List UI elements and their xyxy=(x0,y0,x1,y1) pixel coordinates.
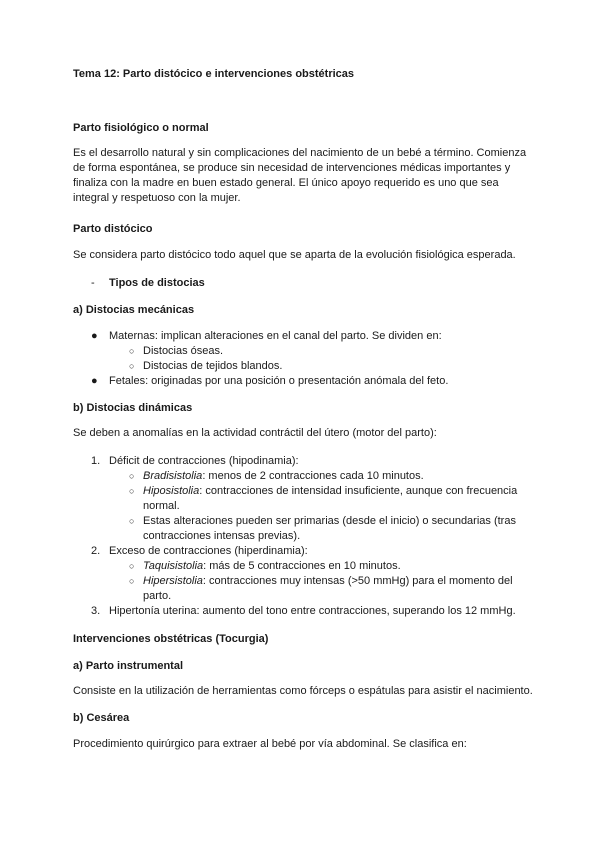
sub-item-label: Distocias de tejidos blandos. xyxy=(143,360,283,372)
list-item xyxy=(73,329,533,344)
heading-parto-instrumental: a) Parto instrumental xyxy=(73,660,184,672)
dash-marker: - xyxy=(91,277,95,289)
sub-list-item xyxy=(73,469,533,484)
sub-item-text: : menos de 2 contracciones cada 10 minutos. xyxy=(202,470,424,482)
circle-marker: ○ xyxy=(129,471,135,481)
term-hiposistolia: Hiposistolia xyxy=(143,485,200,497)
paragraph-parto-fisiologico: Es el desarrollo natural y sin complicaciones del nacimiento de un bebé a término. Comienza de forma espontánea, se produce sin necesidad de intervenciones médicas importantes y finaliza con la madre en buen estado general. El único apoyo requerido es uno que sea integral y respetuoso con la mujer. xyxy=(73,147,527,204)
number-marker: 2. xyxy=(91,545,101,557)
sub-list-item xyxy=(73,359,533,374)
circle-marker: ○ xyxy=(129,576,135,586)
heading-distocias-dinamicas: b) Distocias dinámicas xyxy=(73,402,193,414)
numbered-item-label: Déficit de contracciones (hipodinamia): xyxy=(109,455,299,467)
numbered-item-label: Hipertonía uterina: aumento del tono entre contracciones, superando los 12 mmHg. xyxy=(109,605,516,617)
paragraph-cesarea: Procedimiento quirúrgico para extraer al bebé por vía abdominal. Se clasifica en: xyxy=(73,738,467,750)
list-item-label: Maternas: implican alteraciones en el canal del parto. Se dividen en: xyxy=(109,330,442,342)
document-title: Tema 12: Parto distócico e intervenciones obstétricas xyxy=(73,68,355,80)
document-page xyxy=(73,66,533,752)
numbered-item xyxy=(73,604,533,619)
sub-item-label: Distocias óseas. xyxy=(143,345,224,357)
term-bradisistolia: Bradisistolia xyxy=(143,470,203,482)
heading-parto-distocico: Parto distócico xyxy=(73,223,153,235)
paragraph-parto-distocico: Se considera parto distócico todo aquel que se aparta de la evolución fisiológica esperada. xyxy=(73,249,516,261)
number-marker: 3. xyxy=(91,605,101,617)
dynamic-list xyxy=(73,454,533,619)
list-item xyxy=(73,374,533,389)
numbered-item-label: Exceso de contracciones (hiperdinamia): xyxy=(109,545,308,557)
mechanical-list xyxy=(73,329,533,389)
heading-intervenciones: Intervenciones obstétricas (Tocurgia) xyxy=(73,633,269,645)
circle-marker: ○ xyxy=(129,486,135,496)
circle-marker: ○ xyxy=(129,346,135,356)
circle-marker: ○ xyxy=(129,516,135,526)
sub-list-item xyxy=(73,559,533,574)
term-hipersistolia: Hipersistolia xyxy=(143,575,203,587)
paragraph-distocias-dinamicas: Se deben a anomalías en la actividad contráctil del útero (motor del parto): xyxy=(73,427,437,439)
sub-item-text: Estas alteraciones pueden ser primarias (desde el inicio) o secundarias (tras contracciones intensas previas). xyxy=(143,515,516,542)
sub-item-text: : contracciones de intensidad insuficiente, aunque con frecuencia normal. xyxy=(143,485,518,512)
sub-list-item xyxy=(73,574,533,604)
sub-list-item xyxy=(73,484,533,514)
numbered-item xyxy=(73,544,533,559)
paragraph-parto-instrumental: Consiste en la utilización de herramientas como fórceps o espátulas para asistir el nacimiento. xyxy=(73,685,533,697)
types-dash-item xyxy=(73,276,533,291)
heading-distocias-mecanicas: a) Distocias mecánicas xyxy=(73,304,195,316)
bullet-marker: ● xyxy=(91,330,98,342)
list-item-label: Fetales: originadas por una posición o presentación anómala del feto. xyxy=(109,375,449,387)
heading-cesarea: b) Cesárea xyxy=(73,712,130,724)
circle-marker: ○ xyxy=(129,361,135,371)
sub-item-text: : más de 5 contracciones en 10 minutos. xyxy=(203,560,401,572)
heading-parto-fisiologico: Parto fisiológico o normal xyxy=(73,122,209,134)
sub-list-item xyxy=(73,344,533,359)
circle-marker: ○ xyxy=(129,561,135,571)
sub-list-item xyxy=(73,514,533,544)
number-marker: 1. xyxy=(91,455,101,467)
term-taquisistolia: Taquisistolia xyxy=(143,560,204,572)
bullet-marker: ● xyxy=(91,375,98,387)
sub-item-text: : contracciones muy intensas (>50 mmHg) para el momento del parto. xyxy=(143,575,513,602)
heading-tipos-distocias: Tipos de distocias xyxy=(109,277,205,289)
numbered-item xyxy=(73,454,533,469)
